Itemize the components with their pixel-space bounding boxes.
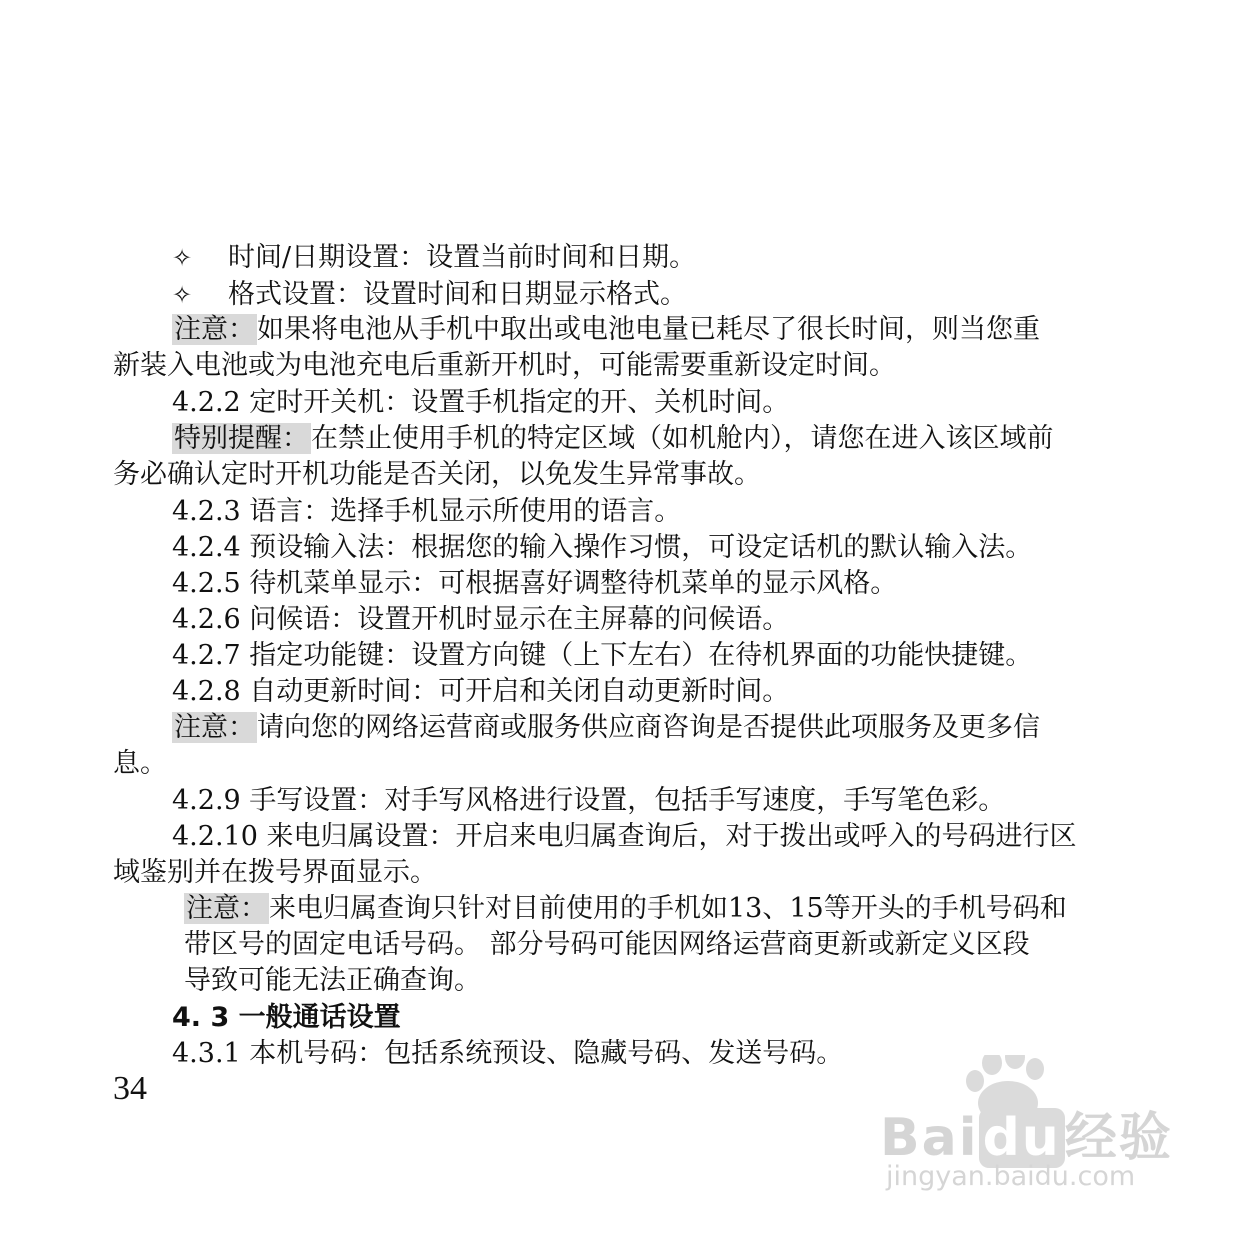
reminder-line1 [172,421,1054,457]
section-4-3-heading: 4. 3 一般通话设置 [172,1002,401,1033]
note3-line2: 带区号的固定电话号码。 部分号码可能因网络运营商更新或新定义区段 [184,929,1030,960]
reminder-line2: 务必确认定时开机功能是否关闭，以免发生异常事故。 [113,459,761,490]
note1-line2: 新装入电池或为电池充电后重新开机时，可能需要重新设定时间。 [113,350,896,381]
watermark-brand-left: Bai [880,1108,979,1168]
section-4-2-5: 4.2.5 待机菜单显示：可根据喜好调整待机菜单的显示风格。 [172,568,898,599]
baidu-watermark [880,1055,1180,1205]
bullet-item-datetime: 时间/日期设置：设置当前时间和日期。 [228,242,697,273]
note2-line2: 息。 [113,748,167,779]
watermark-brand-mid: du [979,1108,1065,1168]
section-4-2-8: 4.2.8 自动更新时间：可开启和关闭自动更新时间。 [172,676,790,707]
section-4-2-10-line1: 4.2.10 来电归属设置：开启来电归属查询后，对于拨出或呼入的号码进行区 [172,821,1077,852]
note1-text1: 如果将电池从手机中取出或电池电量已耗尽了很长时间，则当您重 [257,314,1040,345]
note3-text1: 来电归属查询只针对目前使用的手机如13、15等开头的手机号码和 [269,893,1067,924]
note-label: 注意： [174,314,255,345]
note-label: 注意： [174,712,255,743]
bullet-icon: ✧ [172,244,193,272]
note2-line1 [172,710,1040,746]
section-4-2-9: 4.2.9 手写设置：对手写风格进行设置，包括手写速度，手写笔色彩。 [172,785,1006,816]
reminder-text1: 在禁止使用手机的特定区域（如机舱内），请您在进入该区域前 [311,423,1054,454]
reminder-label: 特别提醒： [174,423,309,454]
section-4-2-7: 4.2.7 指定功能键：设置方向键（上下左右）在待机界面的功能快捷键。 [172,640,1033,671]
section-4-2-2: 4.2.2 定时开关机：设置手机指定的开、关机时间。 [172,387,790,418]
note3-line1 [184,891,1067,927]
note-label: 注意： [186,893,267,924]
watermark-url: jingyan.baidu.com [886,1161,1136,1192]
note1-line1 [172,312,1040,348]
section-4-2-4: 4.2.4 预设输入法：根据您的输入操作习惯，可设定话机的默认输入法。 [172,532,1033,563]
page-number: 34 [113,1070,147,1107]
note2-text1: 请向您的网络运营商或服务供应商咨询是否提供此项服务及更多信 [257,712,1040,743]
note3-line3: 导致可能无法正确查询。 [184,965,481,996]
section-4-2-10-line2: 域鉴别并在拨号界面显示。 [113,857,437,888]
section-4-3-1: 4.3.1 本机号码：包括系统预设、隐藏号码、发送号码。 [172,1038,844,1069]
bullet-icon: ✧ [172,281,193,309]
bullet-item-format: 格式设置：设置时间和日期显示格式。 [228,279,687,310]
section-4-2-6: 4.2.6 问候语：设置开机时显示在主屏幕的问候语。 [172,604,790,635]
watermark-brand-right: 经验 [1064,1108,1173,1168]
section-4-2-3: 4.2.3 语言：选择手机显示所使用的语言。 [172,496,682,527]
